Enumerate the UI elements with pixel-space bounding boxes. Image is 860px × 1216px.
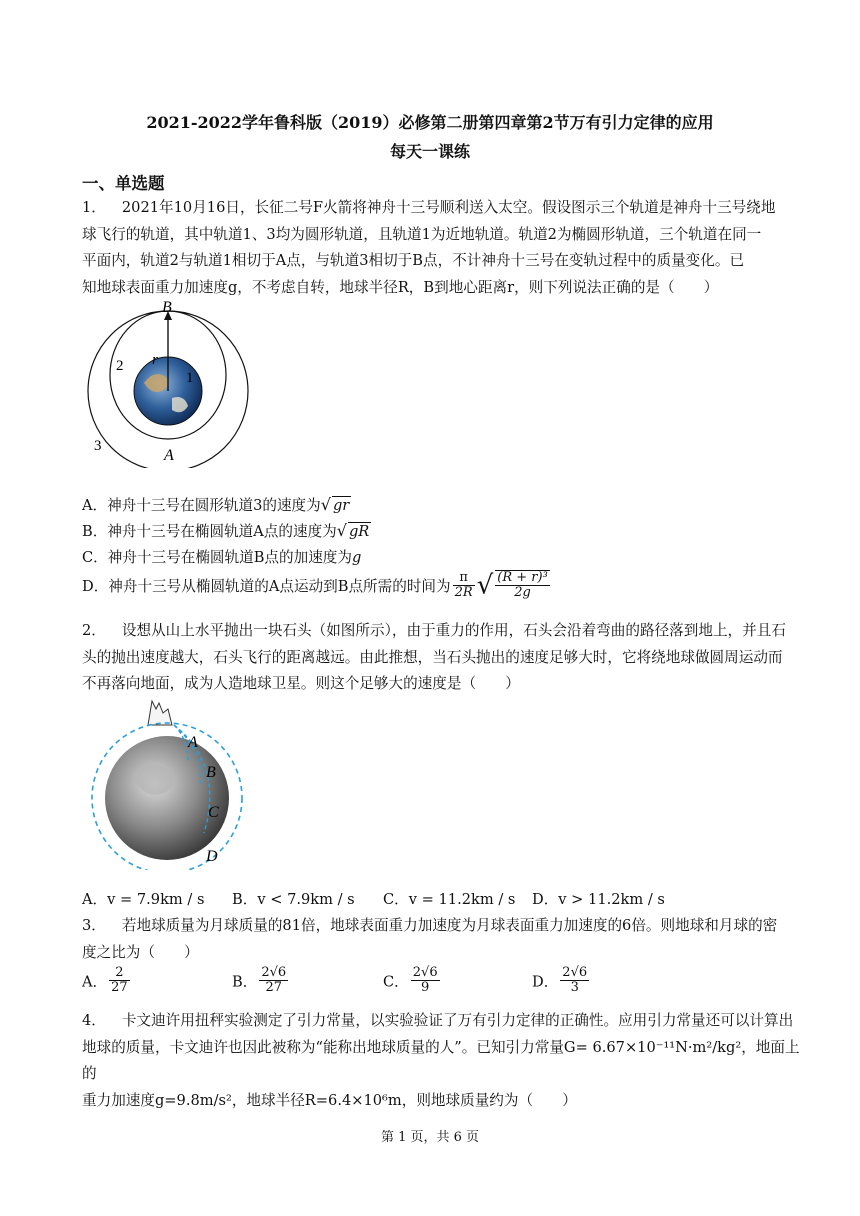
q2-option-a[interactable]: A．v = 7.9km / s bbox=[82, 891, 205, 908]
label-A: A bbox=[188, 734, 198, 751]
fraction-denominator: 2g bbox=[514, 585, 531, 601]
q2-option-b[interactable]: B．v < 7.9km / s bbox=[232, 891, 355, 908]
question-line: 2021年10月16日，长征二号F火箭将神舟十三号顺利送入太空。假设图示三个轨道是神舟十三号绕地 bbox=[121, 199, 776, 216]
option-text: D．神舟十三号从椭圆轨道的A点运动到B点所需的时间为 bbox=[82, 577, 451, 595]
question-number: 2． bbox=[82, 622, 106, 639]
fraction-numerator: 2√6 bbox=[412, 965, 438, 980]
sqrt-sign: √ bbox=[336, 521, 347, 540]
label-orbit-2: 2 bbox=[116, 358, 124, 374]
question-line: 平面内，轨道2与轨道1相切于A点，与轨道3相切于B点，不计神舟十三号在变轨过程中的质量变化。已 bbox=[82, 252, 745, 269]
fraction-numerator: 2√6 bbox=[261, 965, 287, 980]
orbit-diagram bbox=[82, 298, 262, 468]
question-1-text bbox=[82, 195, 804, 301]
question-line: 不再落向地面，成为人造地球卫星。则这个足够大的速度是（ ） bbox=[82, 675, 520, 692]
option-text: A．神舟十三号在圆形轨道3的速度为 bbox=[82, 497, 321, 514]
fraction-denominator: 9 bbox=[421, 980, 430, 996]
fraction-denominator: 27 bbox=[111, 980, 128, 996]
option-math: gR bbox=[348, 523, 370, 540]
fraction bbox=[411, 966, 440, 996]
fraction bbox=[259, 966, 288, 996]
label-A: A bbox=[164, 447, 174, 464]
mountain-icon bbox=[148, 701, 172, 725]
fraction-numerator: π bbox=[453, 571, 475, 586]
label-r: r bbox=[152, 352, 158, 368]
q2-option-c[interactable]: C．v = 11.2km / s bbox=[383, 891, 516, 908]
q3-option-b[interactable] bbox=[232, 966, 290, 996]
label-orbit-1: 1 bbox=[186, 370, 194, 386]
label-B: B bbox=[206, 764, 216, 781]
fraction-denominator: 3 bbox=[570, 980, 579, 996]
fraction-numerator: 2 bbox=[109, 966, 130, 981]
question-number: 1． bbox=[82, 199, 106, 216]
sqrt-sign: √ bbox=[320, 495, 331, 514]
label-orbit-3: 3 bbox=[94, 438, 102, 454]
fraction-denominator: 27 bbox=[265, 980, 283, 996]
label-D: D bbox=[206, 848, 218, 865]
question-number: 3． bbox=[82, 917, 106, 934]
option-math: g bbox=[352, 549, 362, 566]
question-line: 知地球表面重力加速度g，不考虑自转，地球半径R，B到地心距离r，则下列说法正确的是（ ） bbox=[82, 278, 719, 296]
question-3-text bbox=[82, 913, 804, 966]
page-number: 第 1 页，共 6 页 bbox=[380, 1130, 480, 1145]
question-line: 设想从山上水平抛出一块石头（如图所示），由于重力的作用，石头会沿着弯曲的路径落到地上，并且石 bbox=[121, 622, 786, 639]
q3-option-c[interactable] bbox=[383, 966, 442, 996]
question-line: 重力加速度g=9.8m/s²，地球半径R=6.4×10⁶m，则地球质量约为（ ） bbox=[82, 1091, 577, 1109]
question-2-text bbox=[82, 618, 804, 698]
q1-option-b[interactable] bbox=[82, 520, 371, 541]
fraction bbox=[109, 966, 130, 996]
question-line: 若地球质量为月球质量的81倍，地球表面重力加速度为月球表面重力加速度的6倍。则地球和月球的密 bbox=[121, 917, 778, 934]
document-title-line2: 每天一课练 bbox=[389, 142, 470, 161]
projectile-diagram bbox=[82, 695, 252, 870]
option-label: D． bbox=[532, 973, 559, 991]
q1-option-d[interactable] bbox=[82, 570, 552, 601]
q3-option-a[interactable] bbox=[82, 966, 132, 996]
fraction-numerator: (R + r)³ bbox=[497, 570, 548, 585]
q1-option-c[interactable] bbox=[82, 546, 361, 567]
sqrt-sign: √ bbox=[476, 570, 494, 601]
question-line: 度之比为（ ） bbox=[82, 943, 199, 961]
radical-fraction bbox=[495, 570, 550, 601]
document-title-line1: 2021-2022学年鲁科版（2019）必修第二册第四章第2节万有引力定律的应用 bbox=[146, 113, 714, 132]
label-C: C bbox=[208, 804, 219, 821]
q3-option-d[interactable] bbox=[532, 966, 591, 996]
fraction-denominator: 2R bbox=[454, 584, 473, 600]
section-heading: 一、单选题 bbox=[82, 174, 165, 193]
option-text: B．神舟十三号在椭圆轨道A点的速度为 bbox=[82, 523, 337, 540]
fraction bbox=[453, 571, 475, 601]
question-line: 卡文迪许用扭秤实验测定了引力常量，以实验验证了万有引力定律的正确性。应用引力常量还可以计算出 bbox=[121, 1012, 794, 1029]
q1-option-a[interactable] bbox=[82, 494, 351, 515]
option-label: A． bbox=[82, 973, 108, 991]
fraction-numerator: 2√6 bbox=[562, 965, 588, 980]
question-4-text bbox=[82, 1008, 804, 1114]
option-label: B． bbox=[232, 973, 258, 991]
option-label: C． bbox=[383, 973, 409, 991]
question-number: 4． bbox=[82, 1012, 106, 1029]
option-math: gr bbox=[332, 497, 350, 514]
option-text: C．神舟十三号在椭圆轨道B点的加速度为 bbox=[82, 549, 352, 566]
fraction bbox=[560, 966, 589, 996]
q2-option-d[interactable]: D．v > 11.2km / s bbox=[532, 891, 665, 908]
question-line: 球飞行的轨道，其中轨道1、3均为圆形轨道，且轨道1为近地轨道。轨道2为椭圆形轨道，三个轨道在同一 bbox=[82, 225, 762, 243]
question-line: 地球的质量，卡文迪许也因此被称为“能称出地球质量的人”。已知引力常量G= 6.67×10⁻¹¹N·m²/kg²，地面上的 bbox=[82, 1038, 800, 1082]
label-B: B bbox=[162, 299, 172, 316]
question-line: 头的抛出速度越大，石头飞行的距离越远。由此推想，当石头抛出的速度足够大时，它将绕地球做圆周运动而 bbox=[82, 648, 783, 666]
